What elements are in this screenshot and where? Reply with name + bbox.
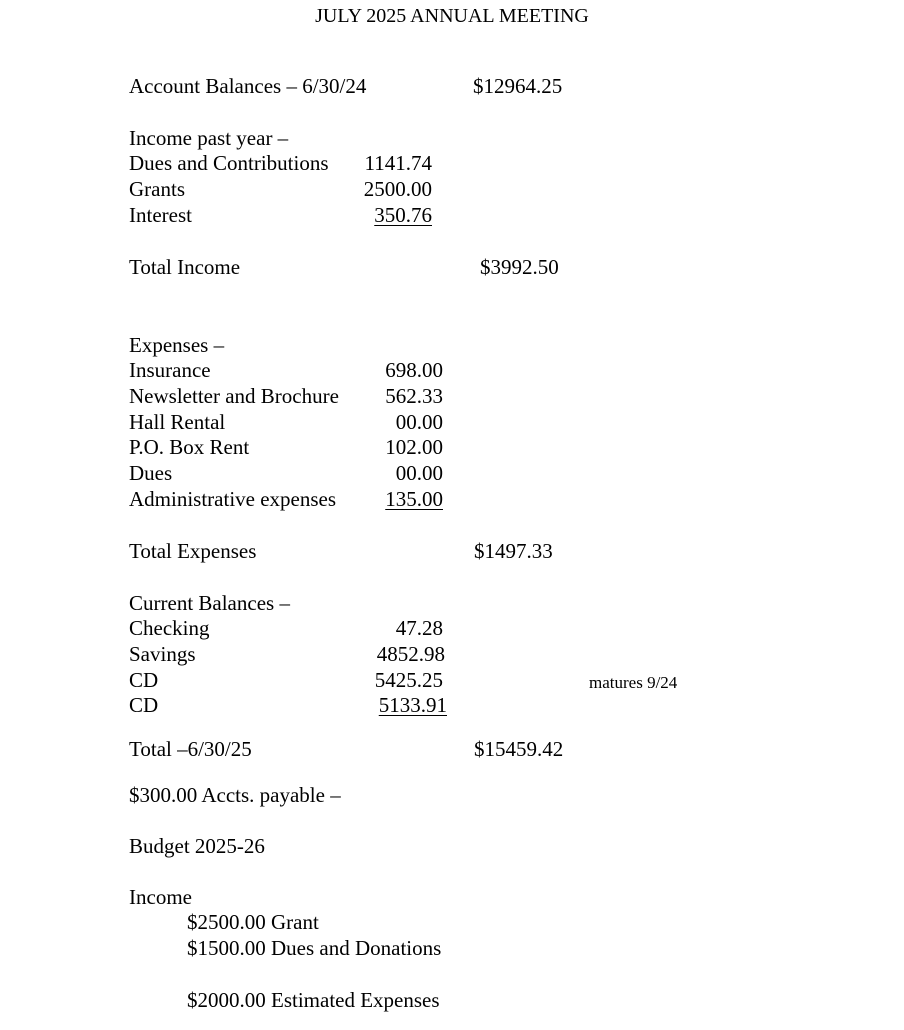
- page-title: JULY 2025 ANNUAL MEETING: [315, 5, 589, 27]
- account-balances-label: Account Balances – 6/30/24: [129, 74, 367, 98]
- expense-row-value: 698.00: [385, 358, 443, 382]
- total-expenses-label: Total Expenses: [129, 539, 257, 563]
- account-balances-value: $12964.25: [473, 74, 563, 98]
- expense-row-label: Administrative expenses: [129, 487, 337, 511]
- income-row-value: 350.76: [374, 203, 432, 227]
- income-heading: Income past year –: [129, 126, 289, 150]
- total-balances-label: Total –6/30/25: [129, 737, 252, 761]
- budget-income-item: $1500.00 Dues and Donations: [187, 936, 442, 960]
- budget-income-heading: Income: [129, 885, 192, 909]
- balance-row-label: CD: [129, 668, 159, 692]
- balance-row-label: Savings: [129, 642, 196, 666]
- accounts-payable: $300.00 Accts. payable –: [129, 783, 341, 807]
- income-row-label: Interest: [129, 203, 192, 227]
- total-income-label: Total Income: [129, 255, 241, 279]
- balance-row-value: 47.28: [395, 616, 443, 640]
- budget-estimated-expenses: $2000.00 Estimated Expenses: [187, 988, 440, 1012]
- total-balances-value: $15459.42: [474, 737, 564, 761]
- expense-row-value: 00.00: [395, 461, 443, 485]
- balance-row-label: Checking: [129, 616, 210, 640]
- income-row-label: Grants: [129, 177, 185, 201]
- total-income-value: $3992.50: [480, 255, 559, 279]
- balance-row-value: 5425.25: [374, 668, 443, 692]
- expense-row-label: Newsletter and Brochure: [129, 384, 339, 408]
- expense-row-label: P.O. Box Rent: [129, 435, 250, 459]
- expense-row-value: 135.00: [385, 487, 443, 511]
- current-balances-heading: Current Balances –: [129, 591, 290, 615]
- balance-row-value: 4852.98: [376, 642, 445, 666]
- expense-row-label: Insurance: [129, 358, 211, 382]
- expense-row-label: Dues: [129, 461, 173, 485]
- expenses-heading: Expenses –: [129, 333, 225, 357]
- total-expenses-value: $1497.33: [474, 539, 553, 563]
- balance-row-label: CD: [129, 693, 159, 717]
- income-row-value: 2500.00: [363, 177, 432, 201]
- income-row-value: 1141.74: [364, 151, 432, 175]
- budget-income-item: $2500.00 Grant: [187, 910, 319, 934]
- expense-row-label: Hall Rental: [129, 410, 226, 434]
- expense-row-value: 562.33: [385, 384, 443, 408]
- expense-row-value: 102.00: [385, 435, 443, 459]
- income-row-label: Dues and Contributions: [129, 151, 329, 175]
- balance-row-value: 5133.91: [378, 693, 447, 717]
- expense-row-value: 00.00: [395, 410, 443, 434]
- budget-heading: Budget 2025-26: [129, 834, 265, 858]
- cd-maturity-note: matures 9/24: [589, 673, 678, 692]
